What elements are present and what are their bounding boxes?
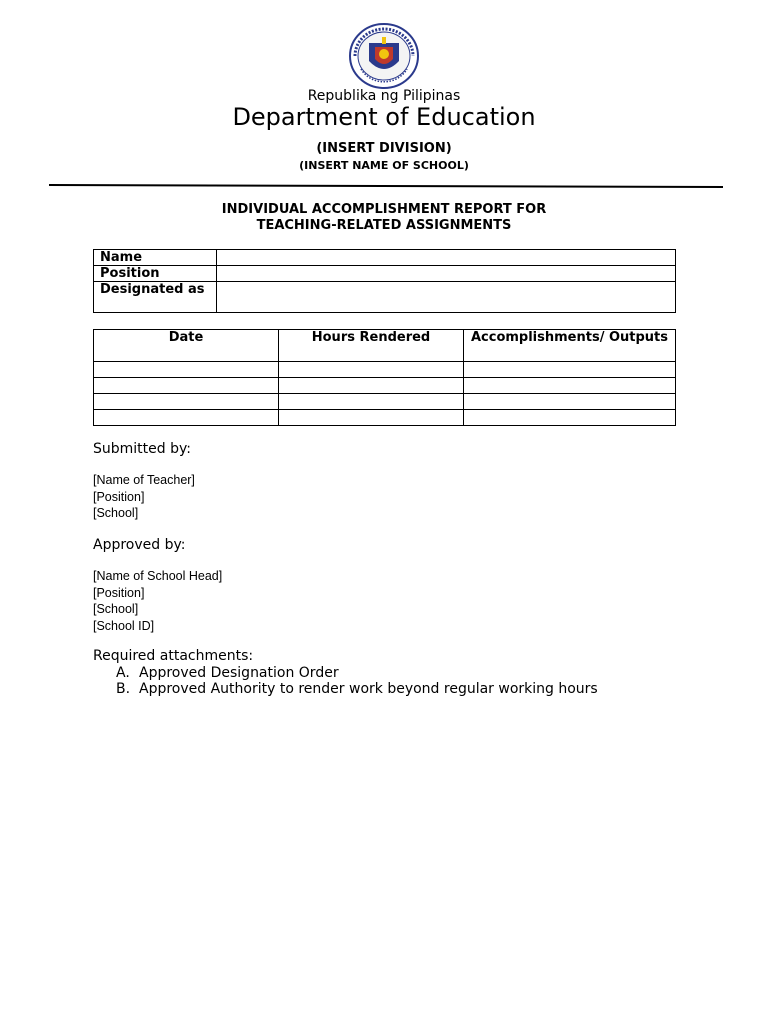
approved-by-label: Approved by: [93,537,186,553]
info-row-designated [94,282,676,313]
submitted-school: [School] [93,506,139,520]
employee-info-table [93,249,676,313]
accomplishment-table [93,329,676,426]
header-divider [49,183,723,189]
cell-accomplishment[interactable] [464,410,676,426]
approved-position: [Position] [93,585,145,600]
cell-accomplishment[interactable] [464,378,676,394]
attachment-text: Approved Designation Order [139,665,339,681]
submitted-by-label: Submitted by: [93,441,191,457]
info-value-designated[interactable] [217,282,676,313]
table-row [94,410,676,426]
deped-seal-logo [349,23,419,89]
cell-hours[interactable] [279,378,464,394]
submitted-by-block [93,472,195,522]
approved-school-id: [School ID] [93,618,155,633]
submitted-position: [Position] [93,489,145,504]
attachment-letter: B. [116,681,131,697]
cell-accomplishment[interactable] [464,394,676,410]
list-item [116,665,598,681]
header-hours-rendered: Hours Rendered [279,330,464,362]
accomplishment-header-row [94,330,676,362]
header-date: Date [94,330,279,362]
cell-date[interactable] [94,362,279,378]
cell-date[interactable] [94,378,279,394]
info-value-position[interactable] [217,266,676,282]
cell-date[interactable] [94,410,279,426]
cell-date[interactable] [94,394,279,410]
info-label-name: Name [94,250,217,266]
table-row [94,394,676,410]
approved-by-block [93,568,222,634]
cell-hours[interactable] [279,362,464,378]
approved-head-name: [Name of School Head] [93,569,223,583]
required-attachments-label: Required attachments: [93,648,254,664]
info-row-position [94,266,676,282]
list-item [116,681,598,697]
cell-hours[interactable] [279,410,464,426]
report-title-line-1: INDIVIDUAL ACCOMPLISHMENT REPORT FOR [221,202,547,217]
submitted-teacher-name: [Name of Teacher] [93,473,195,487]
header-accomplishments: Accomplishments/ Outputs [464,330,676,362]
report-title [0,202,768,234]
attachment-text: Approved Authority to render work beyond regular working hours [139,681,598,697]
cell-accomplishment[interactable] [464,362,676,378]
cell-hours[interactable] [279,394,464,410]
info-label-position: Position [94,266,217,282]
division-placeholder: (INSERT DIVISION) [316,141,452,156]
attachments-list [116,665,598,697]
info-row-name [94,250,676,266]
info-value-name[interactable] [217,250,676,266]
table-row [94,378,676,394]
school-name-placeholder: (INSERT NAME OF SCHOOL) [299,159,469,172]
info-label-designated: Designated as [94,282,217,313]
department-title: Department of Education [232,103,536,131]
republika-text: Republika ng Pilipinas [307,88,461,104]
approved-school: [School] [93,602,139,616]
table-row [94,362,676,378]
attachment-letter: A. [116,665,130,681]
report-title-line-2: TEACHING-RELATED ASSIGNMENTS [256,218,512,233]
